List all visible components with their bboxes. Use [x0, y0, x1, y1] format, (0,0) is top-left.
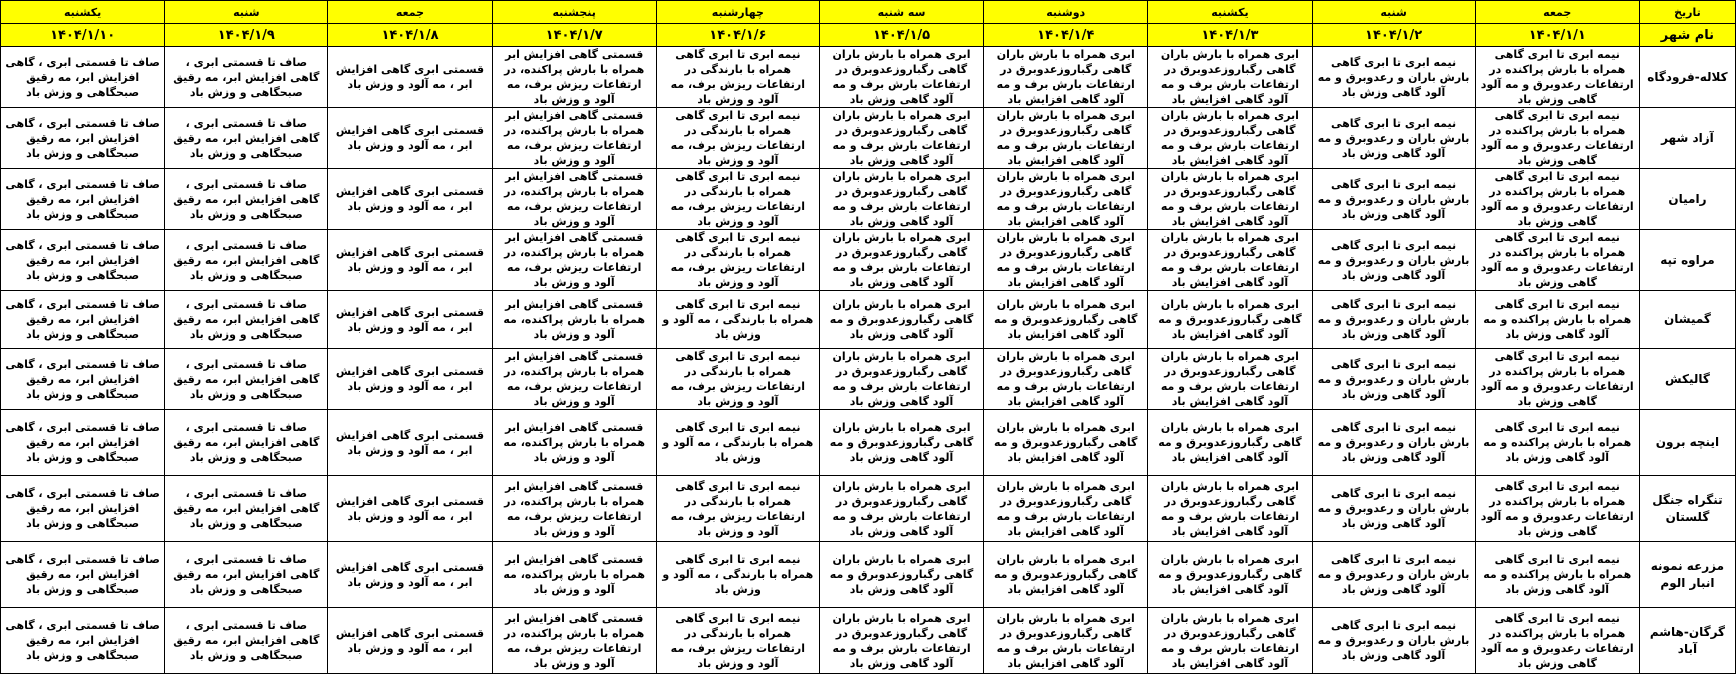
city-name-cell: گمیشان [1639, 291, 1735, 349]
city-name-cell: کلاله-فرودگاه [1639, 47, 1735, 108]
date-cell: ۱۴۰۴/۱/۱۰ [1, 24, 165, 47]
city-label: نام شهر [1639, 24, 1735, 47]
forecast-cell: نیمه ابری تا ابری گاهی بارش باران و رعدوبرق و مه آلود گاهی وزش باد [1312, 410, 1475, 476]
forecast-cell: ابری همراه با بارش باران گاهی رگباروزعدوبرق در ارتفاعات بارش برف و مه آلود گاهی افزایش باد [984, 169, 1148, 230]
forecast-cell: قسمتی گاهی افزایش ابر همراه با بارش پراکنده، مه آلود و وزش باد [492, 542, 656, 608]
forecast-cell: ابری همراه با بارش باران گاهی رگباروزعدوبرق و مه آلود گاهی وزش باد [819, 542, 983, 608]
table-row [1, 108, 1736, 169]
day-name-cell: جمعه [328, 1, 492, 24]
forecast-cell: ابری همراه با بارش باران گاهی رگباروزعدوبرق و مه آلود گاهی افزایش باد [1148, 410, 1312, 476]
forecast-cell: صاف تا قسمتی ابری ، گاهی افزایش ابر، مه رقیق صبحگاهی و وزش باد [165, 349, 328, 410]
forecast-cell: قسمتی ابری گاهی افزایش ابر ، مه آلود و وزش باد [328, 169, 492, 230]
forecast-cell: نیمه ابری تا ابری گاهی همراه با بارش پراکنده در ارتفاعات رعدوبرق و مه آلود گاهی وزش باد [1475, 169, 1639, 230]
forecast-cell: نیمه ابری تا ابری گاهی همراه با بارش پراکنده در ارتفاعات رعدوبرق و مه آلود گاهی وزش باد [1475, 476, 1639, 542]
forecast-cell: ابری همراه با بارش باران گاهی رگباروزعدوبرق در ارتفاعات بارش برف و مه آلود گاهی افزایش باد [1148, 608, 1312, 674]
forecast-cell: قسمتی گاهی افزایش ابر همراه با بارش پراکنده، مه آلود و وزش باد [492, 291, 656, 349]
forecast-cell: ابری همراه با بارش باران گاهی رگباروزعدوبرق در ارتفاعات بارش برف و مه آلود گاهی افزایش باد [984, 476, 1148, 542]
forecast-cell: صاف تا قسمتی ابری ، گاهی افزایش ابر، مه رقیق صبحگاهی و وزش باد [165, 291, 328, 349]
forecast-cell: قسمتی ابری گاهی افزایش ابر ، مه آلود و وزش باد [328, 291, 492, 349]
forecast-cell: قسمتی ابری گاهی افزایش ابر ، مه آلود و وزش باد [328, 608, 492, 674]
day-name-cell: شنبه [165, 1, 328, 24]
forecast-cell: صاف تا قسمتی ابری ، گاهی افزایش ابر، مه رقیق صبحگاهی و وزش باد [1, 542, 165, 608]
forecast-cell: نیمه ابری تا ابری گاهی همراه با بارندگی ، مه آلود و وزش باد [656, 542, 819, 608]
forecast-cell: صاف تا قسمتی ابری ، گاهی افزایش ابر، مه رقیق صبحگاهی و وزش باد [1, 291, 165, 349]
date-cell: ۱۴۰۴/۱/۵ [819, 24, 983, 47]
table-row [1, 349, 1736, 410]
forecast-cell: ابری همراه با بارش باران گاهی رگباروزعدوبرق در ارتفاعات بارش برف و مه آلود گاهی وزش باد [819, 169, 983, 230]
date-cell: ۱۴۰۴/۱/۲ [1312, 24, 1475, 47]
forecast-cell: قسمتی گاهی افزایش ابر همراه با بارش پراکنده، در ارتفاعات ریزش برف، مه آلود و وزش باد [492, 476, 656, 542]
forecast-cell: ابری همراه با بارش باران گاهی رگباروزعدوبرق در ارتفاعات بارش برف و مه آلود گاهی افزایش باد [984, 608, 1148, 674]
forecast-cell: نیمه ابری تا ابری گاهی همراه با بارندگی ، مه آلود و وزش باد [656, 291, 819, 349]
forecast-cell: نیمه ابری تا ابری گاهی همراه با بارش پراکنده در ارتفاعات رعدوبرق و مه آلود گاهی وزش باد [1475, 608, 1639, 674]
forecast-cell: نیمه ابری تا ابری گاهی همراه با بارندگی در ارتفاعات ریزش برف، مه آلود و وزش باد [656, 476, 819, 542]
forecast-cell: صاف تا قسمتی ابری ، گاهی افزایش ابر، مه رقیق صبحگاهی و وزش باد [165, 476, 328, 542]
city-name-cell: گرگان-هاشم آباد [1639, 608, 1735, 674]
forecast-cell: نیمه ابری تا ابری گاهی همراه با بارندگی در ارتفاعات ریزش برف، مه آلود و وزش باد [656, 608, 819, 674]
forecast-cell: ابری همراه با بارش باران گاهی رگباروزعدوبرق در ارتفاعات بارش برف و مه آلود گاهی وزش باد [819, 349, 983, 410]
forecast-cell: ابری همراه با بارش باران گاهی رگباروزعدوبرق در ارتفاعات بارش برف و مه آلود گاهی وزش باد [819, 47, 983, 108]
forecast-cell: صاف تا قسمتی ابری ، گاهی افزایش ابر، مه رقیق صبحگاهی و وزش باد [165, 169, 328, 230]
forecast-cell: نیمه ابری تا ابری گاهی همراه با بارش پراکنده در ارتفاعات رعدوبرق و مه آلود گاهی وزش باد [1475, 349, 1639, 410]
forecast-cell: قسمتی گاهی افزایش ابر همراه با بارش پراکنده، در ارتفاعات ریزش برف، مه آلود و وزش باد [492, 608, 656, 674]
forecast-cell: قسمتی گاهی افزایش ابر همراه با بارش پراکنده، مه آلود و وزش باد [492, 410, 656, 476]
forecast-cell: صاف تا قسمتی ابری ، گاهی افزایش ابر، مه رقیق صبحگاهی و وزش باد [1, 230, 165, 291]
forecast-cell: نیمه ابری تا ابری گاهی بارش باران و رعدوبرق و مه آلود گاهی وزش باد [1312, 542, 1475, 608]
day-name-cell: یکشنبه [1, 1, 165, 24]
date-cell: ۱۴۰۴/۱/۶ [656, 24, 819, 47]
date-cell: ۱۴۰۴/۱/۴ [984, 24, 1148, 47]
forecast-cell: قسمتی ابری گاهی افزایش ابر ، مه آلود و وزش باد [328, 108, 492, 169]
forecast-cell: ابری همراه با بارش باران گاهی رگباروزعدوبرق در ارتفاعات بارش برف و مه آلود گاهی افزایش باد [1148, 169, 1312, 230]
forecast-cell: ابری همراه با بارش باران گاهی رگباروزعدوبرق در ارتفاعات بارش برف و مه آلود گاهی افزایش باد [984, 108, 1148, 169]
forecast-cell: ابری همراه با بارش باران گاهی رگباروزعدوبرق در ارتفاعات بارش برف و مه آلود گاهی افزایش باد [1148, 108, 1312, 169]
forecast-cell: نیمه ابری تا ابری گاهی بارش باران و رعدوبرق و مه آلود گاهی وزش باد [1312, 108, 1475, 169]
forecast-cell: نیمه ابری تا ابری گاهی بارش باران و رعدوبرق و مه آلود گاهی وزش باد [1312, 349, 1475, 410]
forecast-cell: قسمتی ابری گاهی افزایش ابر ، مه آلود و وزش باد [328, 476, 492, 542]
forecast-cell: صاف تا قسمتی ابری ، گاهی افزایش ابر، مه رقیق صبحگاهی و وزش باد [1, 349, 165, 410]
table-row [1, 169, 1736, 230]
forecast-cell: نیمه ابری تا ابری گاهی همراه با بارندگی ، مه آلود و وزش باد [656, 410, 819, 476]
city-name-cell: اینچه برون [1639, 410, 1735, 476]
city-name-cell: مراوه تپه [1639, 230, 1735, 291]
forecast-cell: نیمه ابری تا ابری گاهی همراه با بارندگی در ارتفاعات ریزش برف، مه آلود و وزش باد [656, 230, 819, 291]
date-cell: ۱۴۰۴/۱/۹ [165, 24, 328, 47]
day-name-cell: جمعه [1475, 1, 1639, 24]
table-row [1, 410, 1736, 476]
forecast-cell: نیمه ابری تا ابری گاهی همراه با بارندگی در ارتفاعات ریزش برف، مه آلود و وزش باد [656, 108, 819, 169]
forecast-cell: قسمتی گاهی افزایش ابر همراه با بارش پراکنده، در ارتفاعات ریزش برف، مه آلود و وزش باد [492, 349, 656, 410]
forecast-cell: ابری همراه با بارش باران گاهی رگباروزعدوبرق در ارتفاعات بارش برف و مه آلود گاهی افزایش باد [984, 230, 1148, 291]
table-row [1, 47, 1736, 108]
forecast-cell: صاف تا قسمتی ابری ، گاهی افزایش ابر، مه رقیق صبحگاهی و وزش باد [1, 169, 165, 230]
forecast-cell: نیمه ابری تا ابری گاهی همراه با بارش پراکنده در ارتفاعات رعدوبرق و مه آلود گاهی وزش باد [1475, 47, 1639, 108]
forecast-cell: ابری همراه با بارش باران گاهی رگباروزعدوبرق و مه آلود گاهی افزایش باد [984, 542, 1148, 608]
table-row [1, 230, 1736, 291]
forecast-cell: قسمتی گاهی افزایش ابر همراه با بارش پراکنده، در ارتفاعات ریزش برف، مه آلود و وزش باد [492, 47, 656, 108]
forecast-cell: صاف تا قسمتی ابری ، گاهی افزایش ابر، مه رقیق صبحگاهی و وزش باد [1, 410, 165, 476]
table-row [1, 608, 1736, 674]
forecast-cell: ابری همراه با بارش باران گاهی رگباروزعدوبرق در ارتفاعات بارش برف و مه آلود گاهی وزش باد [819, 608, 983, 674]
city-name-cell: گالیکش [1639, 349, 1735, 410]
forecast-cell: ابری همراه با بارش باران گاهی رگباروزعدوبرق در ارتفاعات بارش برف و مه آلود گاهی وزش باد [819, 108, 983, 169]
forecast-cell: صاف تا قسمتی ابری ، گاهی افزایش ابر، مه رقیق صبحگاهی و وزش باد [1, 108, 165, 169]
day-name-cell: دوشنبه [984, 1, 1148, 24]
forecast-cell: نیمه ابری تا ابری گاهی همراه با بارش پراکنده در ارتفاعات رعدوبرق و مه آلود گاهی وزش باد [1475, 230, 1639, 291]
table-row [1, 542, 1736, 608]
forecast-cell: ابری همراه با بارش باران گاهی رگباروزعدوبرق در ارتفاعات بارش برف و مه آلود گاهی وزش باد [819, 476, 983, 542]
day-header-row [1, 1, 1736, 24]
day-name-cell: پنجشنبه [492, 1, 656, 24]
city-name-cell: تنگراه جنگل گلستان [1639, 476, 1735, 542]
date-cell: ۱۴۰۴/۱/۸ [328, 24, 492, 47]
date-cell: ۱۴۰۴/۱/۷ [492, 24, 656, 47]
forecast-cell: نیمه ابری تا ابری گاهی همراه با بارش پراکنده در ارتفاعات رعدوبرق و مه آلود گاهی وزش باد [1475, 108, 1639, 169]
date-cell: ۱۴۰۴/۱/۱ [1475, 24, 1639, 47]
date-header-row [1, 24, 1736, 47]
forecast-cell: ابری همراه با بارش باران گاهی رگباروزعدوبرق در ارتفاعات بارش برف و مه آلود گاهی افزایش باد [1148, 47, 1312, 108]
forecast-cell: قسمتی ابری گاهی افزایش ابر ، مه آلود و وزش باد [328, 410, 492, 476]
forecast-cell: نیمه ابری تا ابری گاهی بارش باران و رعدوبرق و مه آلود گاهی وزش باد [1312, 291, 1475, 349]
forecast-cell: نیمه ابری تا ابری گاهی همراه با بارندگی در ارتفاعات ریزش برف، مه آلود و وزش باد [656, 349, 819, 410]
city-name-cell: آزاد شهر [1639, 108, 1735, 169]
forecast-cell: صاف تا قسمتی ابری ، گاهی افزایش ابر، مه رقیق صبحگاهی و وزش باد [165, 108, 328, 169]
forecast-cell: نیمه ابری تا ابری گاهی همراه با بارش پراکنده و مه آلود گاهی وزش باد [1475, 410, 1639, 476]
date-label: تاریخ [1639, 1, 1735, 24]
forecast-cell: نیمه ابری تا ابری گاهی همراه با بارش پراکنده و مه آلود گاهی وزش باد [1475, 542, 1639, 608]
forecast-cell: ابری همراه با بارش باران گاهی رگباروزعدوبرق و مه آلود گاهی افزایش باد [984, 410, 1148, 476]
city-name-cell: رامیان [1639, 169, 1735, 230]
forecast-cell: نیمه ابری تا ابری گاهی بارش باران و رعدوبرق و مه آلود گاهی وزش باد [1312, 608, 1475, 674]
forecast-cell: قسمتی گاهی افزایش ابر همراه با بارش پراکنده، در ارتفاعات ریزش برف، مه آلود و وزش باد [492, 230, 656, 291]
table-row [1, 476, 1736, 542]
forecast-cell: صاف تا قسمتی ابری ، گاهی افزایش ابر، مه رقیق صبحگاهی و وزش باد [165, 47, 328, 108]
forecast-cell: ابری همراه با بارش باران گاهی رگباروزعدوبرق و مه آلود گاهی افزایش باد [1148, 542, 1312, 608]
forecast-cell: نیمه ابری تا ابری گاهی همراه با بارندگی در ارتفاعات ریزش برف، مه آلود و وزش باد [656, 169, 819, 230]
forecast-cell: نیمه ابری تا ابری گاهی بارش باران و رعدوبرق و مه آلود گاهی وزش باد [1312, 169, 1475, 230]
forecast-cell: قسمتی گاهی افزایش ابر همراه با بارش پراکنده، در ارتفاعات ریزش برف، مه آلود و وزش باد [492, 108, 656, 169]
forecast-cell: صاف تا قسمتی ابری ، گاهی افزایش ابر، مه رقیق صبحگاهی و وزش باد [165, 410, 328, 476]
forecast-cell: صاف تا قسمتی ابری ، گاهی افزایش ابر، مه رقیق صبحگاهی و وزش باد [1, 47, 165, 108]
forecast-cell: صاف تا قسمتی ابری ، گاهی افزایش ابر، مه رقیق صبحگاهی و وزش باد [165, 542, 328, 608]
day-name-cell: سه شنبه [819, 1, 983, 24]
forecast-cell: ابری همراه با بارش باران گاهی رگباروزعدوبرق در ارتفاعات بارش برف و مه آلود گاهی افزایش باد [1148, 476, 1312, 542]
forecast-cell: ابری همراه با بارش باران گاهی رگباروزعدوبرق در ارتفاعات بارش برف و مه آلود گاهی افزایش باد [1148, 230, 1312, 291]
forecast-cell: نیمه ابری تا ابری گاهی همراه با بارش پراکنده و مه آلود گاهی وزش باد [1475, 291, 1639, 349]
day-name-cell: شنبه [1312, 1, 1475, 24]
forecast-cell: ابری همراه با بارش باران گاهی رگباروزعدوبرق و مه آلود گاهی وزش باد [819, 410, 983, 476]
forecast-cell: نیمه ابری تا ابری گاهی بارش باران و رعدوبرق و مه آلود گاهی وزش باد [1312, 47, 1475, 108]
table-row [1, 291, 1736, 349]
forecast-cell: نیمه ابری تا ابری گاهی بارش باران و رعدوبرق و مه آلود گاهی وزش باد [1312, 476, 1475, 542]
day-name-cell: یکشنبه [1148, 1, 1312, 24]
forecast-cell: ابری همراه با بارش باران گاهی رگباروزعدوبرق در ارتفاعات بارش برف و مه آلود گاهی وزش باد [819, 230, 983, 291]
forecast-cell: قسمتی ابری گاهی افزایش ابر ، مه آلود و وزش باد [328, 349, 492, 410]
forecast-cell: ابری همراه با بارش باران گاهی رگباروزعدوبرق در ارتفاعات بارش برف و مه آلود گاهی افزایش باد [984, 349, 1148, 410]
city-name-cell: مزرعه نمونه انبار الوم [1639, 542, 1735, 608]
forecast-cell: ابری همراه با بارش باران گاهی رگباروزعدوبرق و مه آلود گاهی افزایش باد [984, 291, 1148, 349]
forecast-cell: صاف تا قسمتی ابری ، گاهی افزایش ابر، مه رقیق صبحگاهی و وزش باد [165, 608, 328, 674]
forecast-cell: ابری همراه با بارش باران گاهی رگباروزعدوبرق در ارتفاعات بارش برف و مه آلود گاهی افزایش باد [1148, 349, 1312, 410]
forecast-cell: قسمتی ابری گاهی افزایش ابر ، مه آلود و وزش باد [328, 47, 492, 108]
forecast-cell: صاف تا قسمتی ابری ، گاهی افزایش ابر، مه رقیق صبحگاهی و وزش باد [1, 608, 165, 674]
forecast-cell: قسمتی ابری گاهی افزایش ابر ، مه آلود و وزش باد [328, 542, 492, 608]
forecast-cell: نیمه ابری تا ابری گاهی همراه با بارندگی در ارتفاعات ریزش برف، مه آلود و وزش باد [656, 47, 819, 108]
forecast-cell: ابری همراه با بارش باران گاهی رگباروزعدوبرق و مه آلود گاهی وزش باد [819, 291, 983, 349]
day-name-cell: چهارشنبه [656, 1, 819, 24]
forecast-cell: قسمتی گاهی افزایش ابر همراه با بارش پراکنده، در ارتفاعات ریزش برف، مه آلود و وزش باد [492, 169, 656, 230]
forecast-cell: صاف تا قسمتی ابری ، گاهی افزایش ابر، مه رقیق صبحگاهی و وزش باد [1, 476, 165, 542]
forecast-cell: ابری همراه با بارش باران گاهی رگباروزعدوبرق و مه آلود گاهی افزایش باد [1148, 291, 1312, 349]
forecast-cell: ابری همراه با بارش باران گاهی رگباروزعدوبرق در ارتفاعات بارش برف و مه آلود گاهی افزایش باد [984, 47, 1148, 108]
forecast-cell: نیمه ابری تا ابری گاهی بارش باران و رعدوبرق و مه آلود گاهی وزش باد [1312, 230, 1475, 291]
date-cell: ۱۴۰۴/۱/۳ [1148, 24, 1312, 47]
forecast-cell: صاف تا قسمتی ابری ، گاهی افزایش ابر، مه رقیق صبحگاهی و وزش باد [165, 230, 328, 291]
forecast-cell: قسمتی ابری گاهی افزایش ابر ، مه آلود و وزش باد [328, 230, 492, 291]
